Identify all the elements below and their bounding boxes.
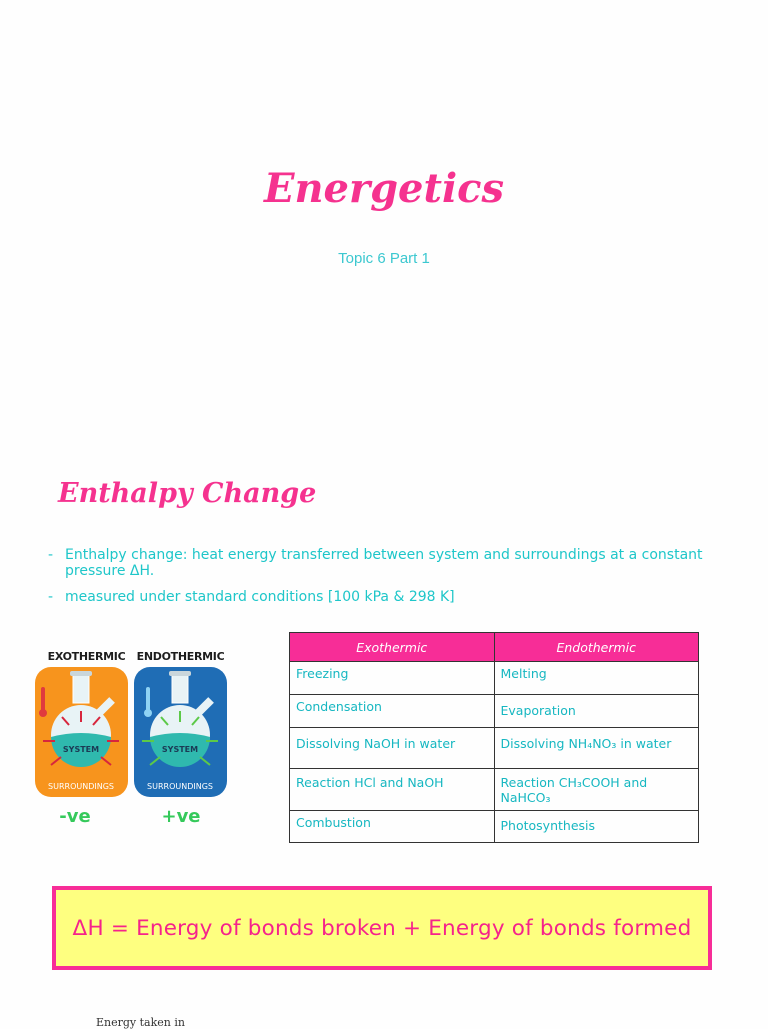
table-cell: Reaction CH₃COOH and NaHCO₃ — [494, 769, 699, 811]
table-cell: Dissolving NaOH in water — [290, 728, 495, 769]
table-cell: Combustion — [290, 811, 495, 843]
table-row — [290, 728, 699, 769]
table-cell: Melting — [494, 662, 699, 695]
formula-text: ΔH = Energy of bonds broken + Energy of bonds formed — [72, 915, 692, 941]
header-exothermic: Exothermic — [290, 633, 495, 662]
thermometer-icon — [146, 687, 150, 711]
table-row — [290, 695, 699, 728]
endothermic-flask-icon — [134, 667, 227, 797]
svg-text:SYSTEM: SYSTEM — [161, 745, 199, 754]
exothermic-label: EXOTHERMIC — [47, 650, 126, 663]
endothermic-card — [134, 667, 227, 797]
table-row — [290, 811, 699, 843]
table-cell: Reaction HCl and NaOH — [290, 769, 495, 811]
table-cell: Freezing — [290, 662, 495, 695]
endothermic-label: ENDOTHERMIC — [136, 650, 225, 663]
formula-box — [52, 886, 712, 970]
header-endothermic: Endothermic — [494, 633, 699, 662]
exo-endo-table — [289, 632, 699, 843]
exothermic-sign: -ve — [59, 806, 91, 827]
bullet-conditions: - measured under standard conditions [100 kPa & 298 K] — [48, 589, 738, 605]
table-cell: Photosynthesis — [494, 811, 699, 843]
exothermic-card — [35, 667, 128, 797]
svg-text:SURROUNDINGS: SURROUNDINGS — [48, 782, 114, 791]
page-subtitle: Topic 6 Part 1 — [338, 250, 430, 267]
table-cell: Condensation — [290, 695, 495, 728]
svg-text:SYSTEM: SYSTEM — [62, 745, 100, 754]
table-row — [290, 662, 699, 695]
table-cell: Dissolving NH₄NO₃ in water — [494, 728, 699, 769]
table-row — [290, 769, 699, 811]
page-title: Energetics — [263, 165, 505, 212]
definition-list — [48, 547, 738, 615]
svg-text:SURROUNDINGS: SURROUNDINGS — [147, 782, 213, 791]
table-header-row — [290, 633, 699, 662]
section-heading: Enthalpy Change — [58, 478, 317, 509]
thermometer-icon — [41, 687, 45, 711]
endothermic-sign: +ve — [161, 806, 201, 827]
table-cell: Evaporation — [494, 695, 699, 728]
footer-partial-text: Energy taken in — [96, 1016, 185, 1029]
exothermic-flask-icon — [35, 667, 128, 797]
bullet-definition: - Enthalpy change: heat energy transferred between system and surroundings at a constant pressure ΔH. — [48, 547, 738, 579]
